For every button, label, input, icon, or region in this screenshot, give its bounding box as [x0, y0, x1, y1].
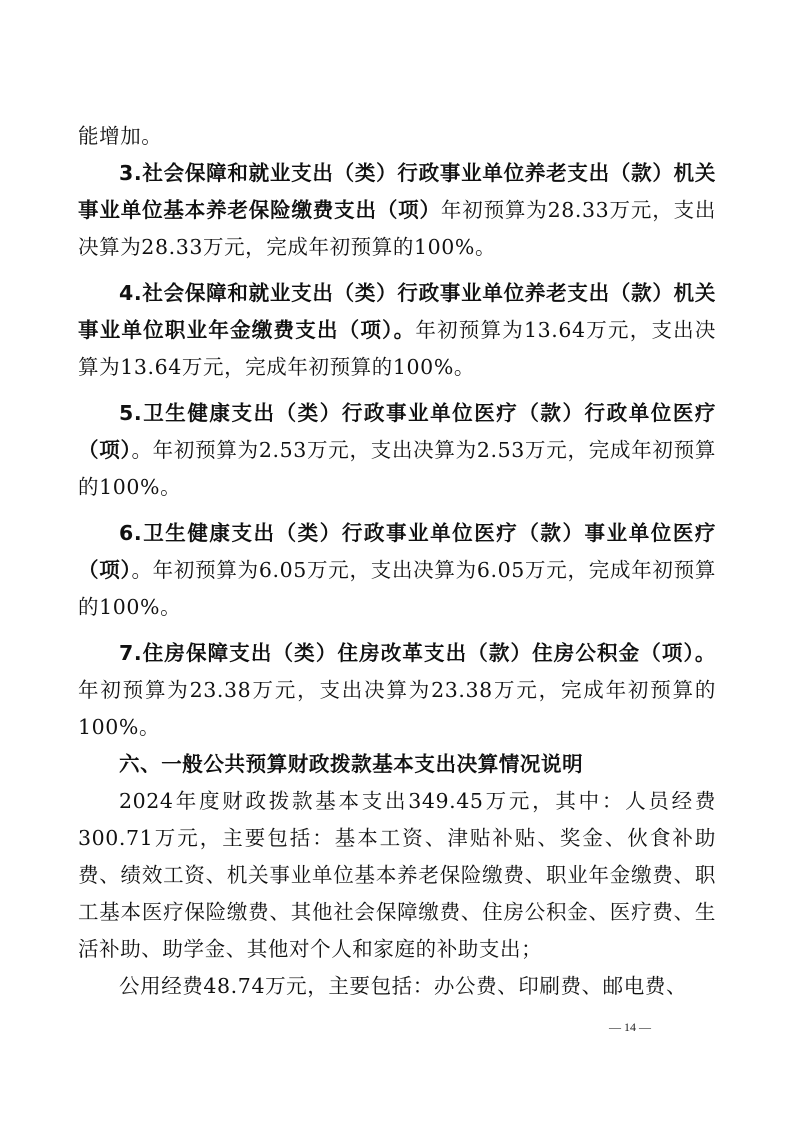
item-3-heading: 3.社会保障和就业支出（类）行政事业单位养老支出（款）机关事业单位基本养老保险缴费支出（项） [78, 161, 716, 222]
item-7-body: 年初预算为23.38万元，支出决算为23.38万元，完成年初预算的100%。 [78, 678, 716, 739]
section-6-title: 六、一般公共预算财政拨款基本支出决算情况说明 [119, 752, 584, 776]
page-number: — 14 — [609, 1020, 651, 1034]
paragraph-basic-expenditure: 2024年度财政拨款基本支出349.45万元，其中：人员经费300.71万元，主要包括：基本工资、津贴补贴、奖金、伙食补助费、绩效工资、机关事业单位基本养老保险缴费、职业年金缴费、职工基本医疗保险缴费、其他社会保障缴费、住房公积金、医疗费、生活补助、助学金、其他对个人和家庭的补助支出； [78, 789, 716, 961]
paragraph-item-7 [78, 635, 716, 746]
paragraph-item-3 [78, 155, 716, 266]
item-6-heading: 6.卫生健康支出（类）行政事业单位医疗（款）事业单位医疗（项） [78, 521, 716, 582]
item-4-body: 年初预算为13.64万元，支出决算为13.64万元，完成年初预算的100%。 [78, 318, 716, 379]
paragraph-item-6 [78, 515, 716, 626]
item-7-heading: 7.住房保障支出（类）住房改革支出（款）住房公积金（项）。 [119, 641, 716, 665]
item-3-body: 年初预算为28.33万元，支出决算为28.33万元，完成年初预算的100%。 [78, 198, 717, 259]
item-4-heading: 4.社会保障和就业支出（类）行政事业单位养老支出（款）机关事业单位职业年金缴费支出（项）。 [78, 281, 716, 342]
item-5-body: 。年初预算为2.53万元，支出决算为2.53万元，完成年初预算的100%。 [78, 438, 716, 499]
paragraph-public-funds: 公用经费48.74万元，主要包括：办公费、印刷费、邮电费、 [119, 974, 688, 998]
item-6-body: 。年初预算为6.05万元，支出决算为6.05万元，完成年初预算的100%。 [78, 558, 716, 619]
document-body [78, 118, 716, 1005]
paragraph-item-5 [78, 395, 716, 506]
item-5-heading: 5.卫生健康支出（类）行政事业单位医疗（款）行政单位医疗（项） [78, 401, 716, 462]
paragraph-continuation: 能增加。 [78, 124, 163, 148]
paragraph-item-4 [78, 275, 716, 386]
